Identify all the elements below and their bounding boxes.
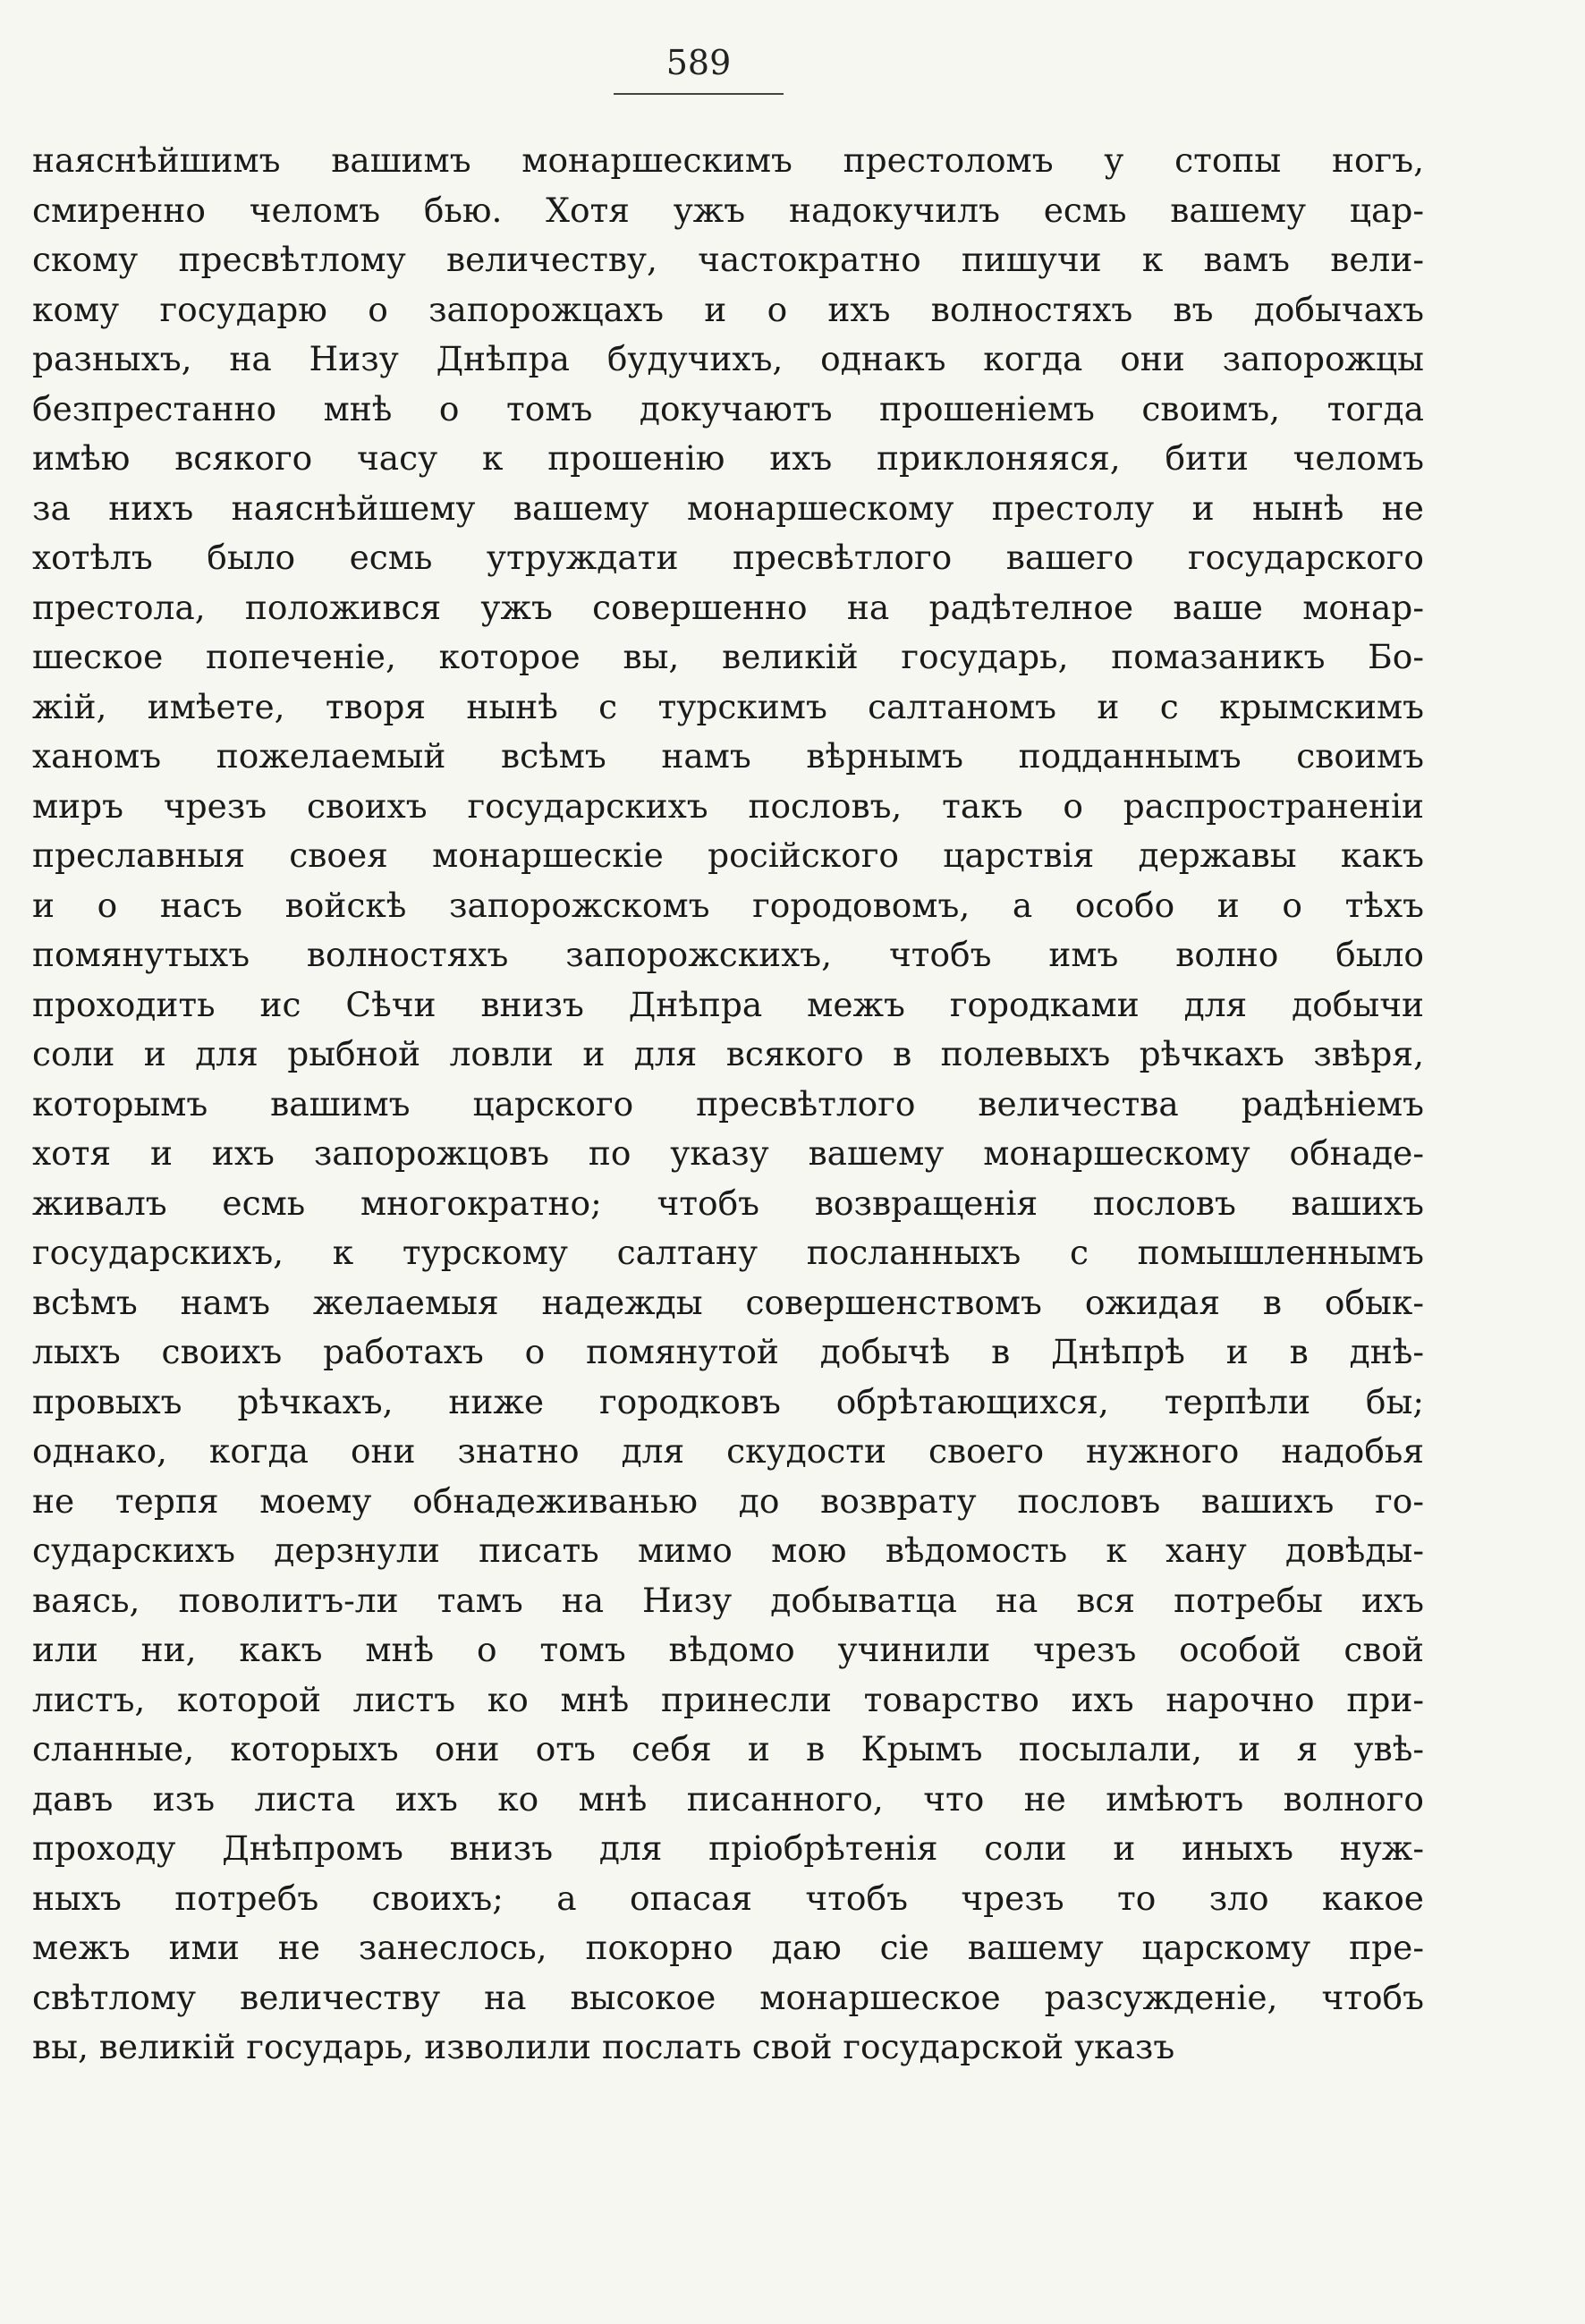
text-line: ханомъ пожелаемый всѣмъ намъ вѣрнымъ подданнымъ своимъ [32,736,1424,776]
text-line: разныхъ, на Низу Днѣпра будучихъ, однакъ когда они запорожцы [32,339,1424,378]
text-line: преславныя своея монаршескіе російского царствія державы какъ [32,835,1424,875]
page-number: 589 [665,43,732,82]
text-line: имѣю всякого часу к прошенію ихъ приклоняяся, бити челомъ [32,438,1424,478]
text-line: листъ, которой листъ ко мнѣ принесли товарство ихъ нарочно при- [32,1679,1424,1719]
body-text [32,136,1424,2073]
text-line: сударскихъ дерзнули писать мимо мою вѣдомость к хану довѣды- [32,1531,1424,1570]
text-line: шеское попеченіе, которое вы, великій государь, помазаникъ Бо- [32,637,1424,676]
text-line: и о насъ войскѣ запорожскомъ городовомъ, а особо и о тѣхъ [32,885,1424,925]
text-line: престола, положився ужъ совершенно на радѣтелное ваше монар- [32,587,1424,627]
text-line: ныхъ потребъ своихъ; а опасая чтобъ чрезъ то зло какое [32,1878,1424,1918]
text-line: соли и для рыбной ловли и для всякого в полевыхъ рѣчкахъ звѣря, [32,1034,1424,1073]
text-line: всѣмъ намъ желаемыя надежды совершенствомъ ожидая в обык- [32,1282,1424,1322]
text-line: наяснѣйшимъ вашимъ монаршескимъ престоломъ у стопы ногъ, [32,140,1424,180]
text-line: живалъ есмь многократно; чтобъ возвращенія пословъ вашихъ [32,1183,1424,1223]
text-line: не терпя моему обнадеживанью до возврату пословъ вашихъ го- [32,1480,1424,1521]
text-line: давъ изъ листа ихъ ко мнѣ писанного, что не имѣютъ волного [32,1778,1424,1819]
text-line: помянутыхъ волностяхъ запорожскихъ, чтобъ имъ волно было [32,935,1424,974]
text-line: свѣтлому величеству на высокое монаршеское разсужденіе, чтобъ [32,1977,1424,2017]
text-line: вы, великій государь, изволили послать свой государской указъ [32,2027,1175,2066]
text-line: хотѣлъ было есмь утруждати пресвѣтлого вашего государского [32,538,1424,577]
text-line: ваясь, поволитъ-ли тамъ на Низу добыватца на вся потребы ихъ [32,1580,1424,1620]
text-line: которымъ вашимъ царского пресвѣтлого величества радѣніемъ [32,1083,1424,1124]
text-line: хотя и ихъ запорожцовъ по указу вашему монаршескому обнаде- [32,1133,1424,1173]
text-line: кому государю о запорожцахъ и о ихъ волностяхъ въ добычахъ [32,289,1424,329]
text-line: скому пресвѣтлому величеству, частократно пишучи к вамъ вели- [32,240,1424,279]
text-line: безпрестанно мнѣ о томъ докучаютъ прошеніемъ своимъ, тогда [32,388,1424,428]
text-line: лыхъ своихъ работахъ о помянутой добычѣ в Днѣпрѣ и в днѣ- [32,1332,1424,1371]
header-rule [614,93,784,95]
text-line: однако, когда они знатно для скудости своего нужного надобья [32,1431,1424,1471]
text-line: смиренно челомъ бью. Хотя ужъ надокучилъ есмь вашему цар- [32,190,1424,230]
text-line: сланные, которыхъ они отъ себя и в Крымъ посылали, и я увѣ- [32,1729,1424,1768]
text-line: межъ ими не занеслось, покорно даю сіе вашему царскому пре- [32,1928,1424,1967]
text-line: проходу Днѣпромъ внизъ для пріобрѣтенія соли и иныхъ нуж- [32,1828,1424,1868]
text-line: или ни, какъ мнѣ о томъ вѣдомо учинили чрезъ особой свой [32,1630,1424,1669]
text-line: провыхъ рѣчкахъ, ниже городковъ обрѣтающихся, терпѣли бы; [32,1381,1424,1421]
text-line: государскихъ, к турскому салтану посланныхъ с помышленнымъ [32,1233,1424,1272]
text-line: за нихъ наяснѣйшему вашему монаршескому престолу и нынѣ не [32,488,1424,528]
text-line: жій, имѣете, творя нынѣ с турскимъ салтаномъ и с крымскимъ [32,686,1424,726]
text-line: миръ чрезъ своихъ государскихъ пословъ, такъ о распространеніи [32,785,1424,826]
text-line: проходить ис Сѣчи внизъ Днѣпра межъ городками для добычи [32,984,1424,1024]
